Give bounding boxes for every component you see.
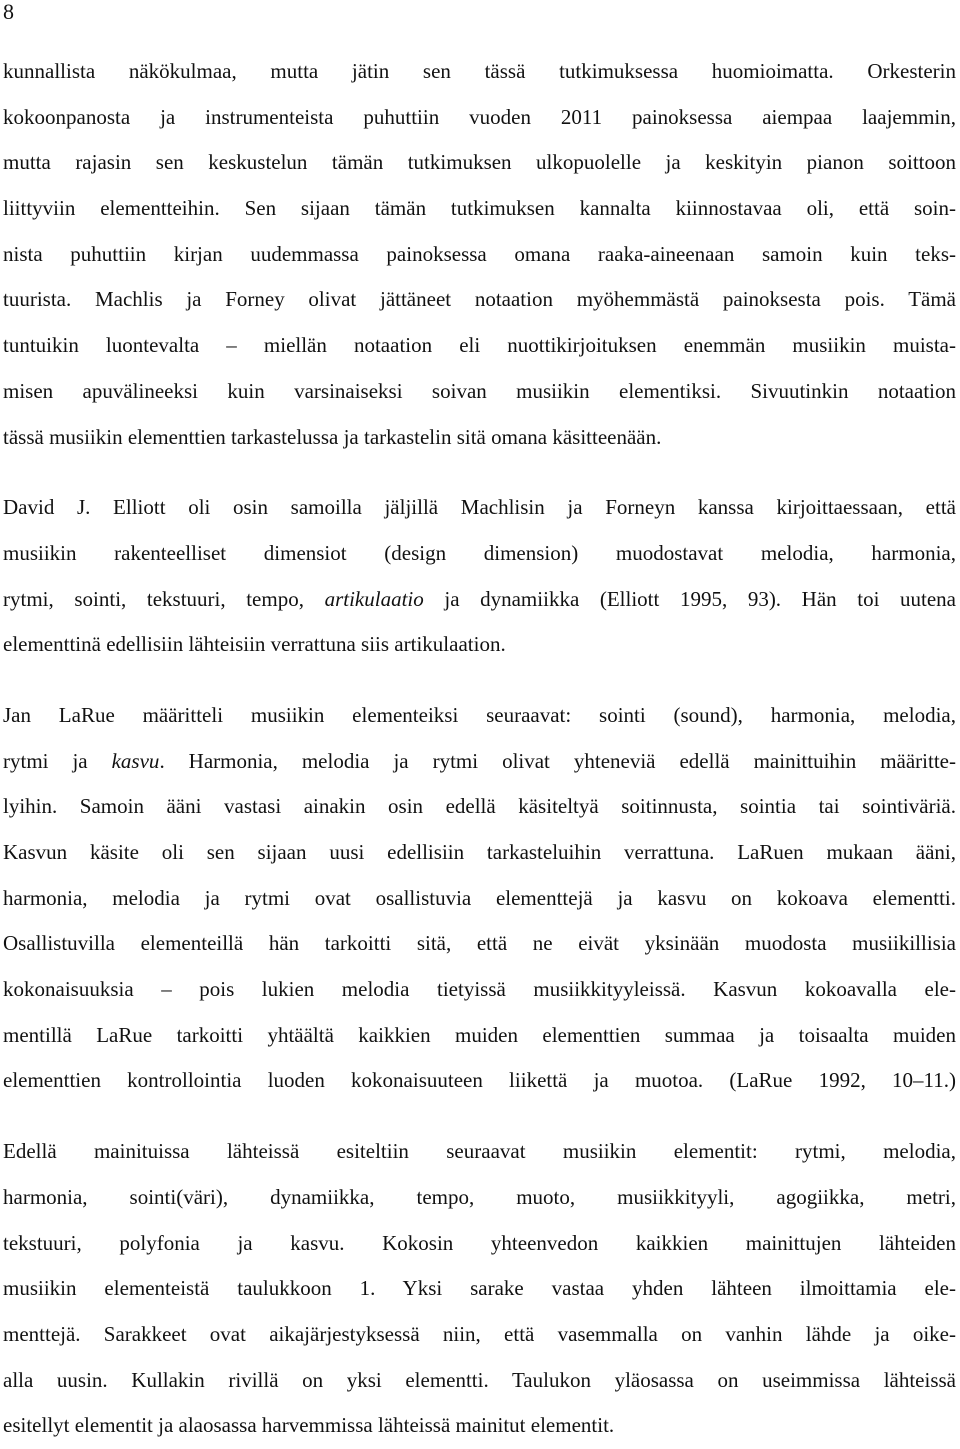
text-line: alla uusin. Kullakin rivillä on yksi elementti. Taulukon yläosassa on useimmissa lähteissä bbox=[3, 1367, 956, 1392]
text-line: elementtien kontrollointia luoden kokonaisuuteen liikettä ja muotoa. (LaRue 1992, 10–11.) bbox=[3, 1068, 956, 1093]
text-segment: . Harmonia, melodia ja rytmi olivat yhteneviä edellä mainittuihin määritte- bbox=[159, 748, 956, 773]
text-line: musiikin elementeistä taulukkoon 1. Yksi sarake vastaa yhden lähteen ilmoittamia ele- bbox=[3, 1276, 956, 1301]
italic-term: kasvu bbox=[111, 748, 160, 773]
text-line: harmonia, sointi(väri), dynamiikka, tempo, muoto, musiikkityyli, agogiikka, metri, bbox=[3, 1184, 956, 1209]
text-line: misen apuvälineeksi kuin varsinaiseksi soivan musiikin elementiksi. Sivuutinkin notaation bbox=[3, 378, 956, 403]
text-line bbox=[3, 577, 956, 623]
text-line: musiikin rakenteelliset dimensiot (design dimension) muodostavat melodia, harmonia, bbox=[3, 540, 956, 565]
paragraph-gap bbox=[3, 668, 956, 693]
text-line: Kasvun käsite oli sen sijaan uusi edellisiin tarkasteluihin verrattuna. LaRuen mukaan ääni, bbox=[3, 840, 956, 864]
text-line: mentillä LaRue tarkoitti yhtäältä kaikkien muiden elementtien summaa ja toisaalta muiden bbox=[3, 1022, 956, 1047]
text-line: esitellyt elementit ja alaosassa harvemmissa lähteissä mainitut elementit. bbox=[3, 1413, 615, 1438]
text-line: tuntuikin luontevalta – miellän notaation eli nuottikirjoituksen enemmän musiikin muista- bbox=[3, 333, 956, 358]
text-segment: ja dynamiikka (Elliott 1995, 93). Hän toi uutena bbox=[423, 586, 957, 611]
text-line: tässä musiikin elementtien tarkastelussa ja tarkastelin sitä omana käsitteenään. bbox=[3, 424, 662, 449]
text-line: kunnallista näkökulmaa, mutta jätin sen tässä tutkimuksessa huomioimatta. Orkesterin bbox=[3, 59, 956, 83]
paragraph-2 bbox=[3, 485, 956, 668]
text-line: Edellä mainituissa lähteissä esiteltiin seuraavat musiikin elementit: rytmi, melodia, bbox=[3, 1139, 956, 1164]
text-line: harmonia, melodia ja rytmi ovat osallistuvia elementtejä ja kasvu on kokoava elementti. bbox=[3, 885, 956, 910]
text-line: kokonaisuuksia – pois lukien melodia tietyissä musiikkityyleissä. Kasvun kokoavalla ele- bbox=[3, 977, 956, 1002]
document-body bbox=[3, 49, 956, 1449]
text-segment: rytmi ja bbox=[3, 748, 112, 773]
paragraph-gap bbox=[3, 460, 956, 485]
text-line: elementtinä edellisiin lähteisiin verrattuna siis artikulaation. bbox=[3, 632, 506, 657]
text-line: tuurista. Machlis ja Forney olivat jättäneet notaation myöhemmästä painoksesta pois. Tämä bbox=[3, 287, 956, 312]
page-number: 8 bbox=[3, 0, 14, 24]
paragraph-gap bbox=[3, 1104, 956, 1129]
text-line: mutta rajasin sen keskustelun tämän tutkimuksen ulkopuolelle ja keskityin pianon soittoon bbox=[3, 150, 956, 175]
text-line: nista puhuttiin kirjan uudemmassa painoksessa omana raaka-aineenaan samoin kuin teks- bbox=[3, 241, 956, 266]
text-line: menttejä. Sarakkeet ovat aikajärjestyksessä niin, että vasemmalla on vanhin lähde ja oike- bbox=[3, 1321, 956, 1346]
text-line: David J. Elliott oli osin samoilla jäljillä Machlisin ja Forneyn kanssa kirjoittaessaan, että bbox=[3, 495, 956, 520]
paragraph-4 bbox=[3, 1129, 956, 1449]
text-segment: rytmi, sointi, tekstuuri, tempo, bbox=[3, 586, 325, 611]
text-line: kokoonpanosta ja instrumenteista puhuttiin vuoden 2011 painoksessa aiempaa laajemmin, bbox=[3, 104, 956, 129]
text-line: tekstuuri, polyfonia ja kasvu. Kokosin yhteenvedon kaikkien mainittujen lähteiden bbox=[3, 1230, 956, 1255]
text-line: Jan LaRue määritteli musiikin elementeiksi seuraavat: sointi (sound), harmonia, melodia, bbox=[3, 702, 956, 727]
text-line bbox=[3, 739, 956, 785]
text-line: liittyviin elementteihin. Sen sijaan tämän tutkimuksen kannalta kiinnostavaa oli, että soin- bbox=[3, 196, 956, 221]
paragraph-3 bbox=[3, 693, 956, 1104]
italic-term: artikulaatio bbox=[324, 586, 424, 611]
paragraph-1 bbox=[3, 49, 956, 460]
text-line: Osallistuvilla elementeillä hän tarkoitti sitä, että ne eivät yksinään muodosta musiikillisia bbox=[3, 931, 956, 956]
text-line: lyihin. Samoin ääni vastasi ainakin osin edellä käsiteltyä soitinnusta, sointia tai sointiväriä. bbox=[3, 794, 956, 819]
